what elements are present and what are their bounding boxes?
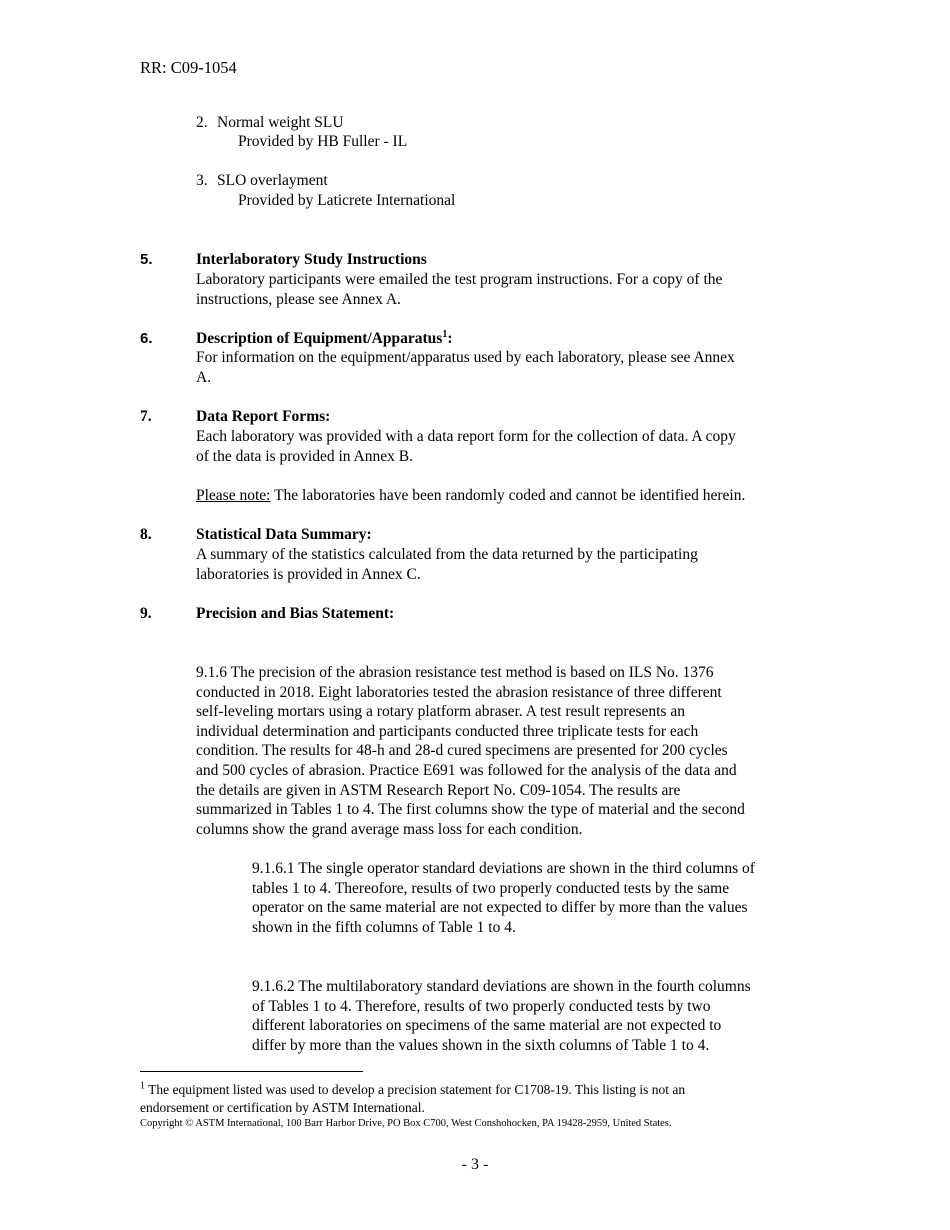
- paragraph-line: 9.1.6.2 The multilaboratory standard deviations are shown in the fourth columns: [252, 978, 751, 995]
- section-8-line: A summary of the statistics calculated from the data returned by the participating: [196, 546, 698, 563]
- paragraph-line: differ by more than the values shown in the sixth columns of Table 1 to 4.: [252, 1036, 710, 1054]
- section-5-title: Interlaboratory Study Instructions: [196, 251, 427, 268]
- copyright-notice: Copyright © ASTM International, 100 Barr Harbor Drive, PO Box C700, West Conshohocken, PA 19428-2959, United States.: [140, 1118, 672, 1129]
- note-text: The laboratories have been randomly coded and cannot be identified herein.: [270, 487, 746, 504]
- section-5-body: [196, 270, 722, 309]
- section-6-number: 6.: [140, 330, 153, 347]
- footnote-line: [140, 1082, 685, 1098]
- paragraph-line: 9.1.6.1 The single operator standard deviations are shown in the third columns of: [252, 860, 755, 877]
- material-3-number: 3.: [196, 172, 208, 189]
- footnote-line: endorsement or certification by ASTM International.: [140, 1100, 425, 1115]
- paragraph-line: summarized in Tables 1 to 4. The first columns show the type of material and the second: [196, 801, 745, 819]
- paragraph-9-1-6-1: [252, 859, 755, 937]
- section-5-line: Laboratory participants were emailed the test program instructions. For a copy of the: [196, 271, 723, 288]
- paragraph-line: condition. The results for 48-h and 28-d cured specimens are presented for 200 cycles: [196, 742, 728, 760]
- material-3-provider: Provided by Laticrete International: [238, 192, 456, 209]
- section-6-line: A.: [196, 368, 212, 386]
- section-5-number: 5.: [140, 251, 153, 268]
- section-8-number: 8.: [140, 526, 152, 543]
- paragraph-9-1-6: [196, 663, 745, 839]
- section-6-heading: [196, 329, 452, 349]
- footnote-text: The equipment listed was used to develop a precision statement for C1708-19. This listing is not an: [145, 1082, 686, 1097]
- paragraph-line: self-leveling mortars using a rotary platform abraser. A test result represents an: [196, 703, 685, 721]
- section-5-line: instructions, please see Annex A.: [196, 290, 401, 308]
- paragraph-line: columns show the grand average mass loss for each condition.: [196, 820, 583, 838]
- paragraph-line: tables 1 to 4. Thereofore, results of two properly conducted tests by the same: [252, 879, 730, 897]
- section-6-title-suffix: :: [447, 330, 453, 347]
- section-6-body: [196, 348, 735, 387]
- paragraph-line: individual determination and participants conducted three triplicate tests for each: [196, 722, 699, 740]
- report-id: RR: C09-1054: [140, 58, 237, 77]
- paragraph-9-1-6-2: [252, 977, 751, 1055]
- section-7-line: Each laboratory was provided with a data report form for the collection of data. A copy: [196, 428, 736, 445]
- section-7-title: Data Report Forms:: [196, 408, 331, 425]
- section-9-number: 9.: [140, 605, 152, 622]
- section-6-line: For information on the equipment/apparatus used by each laboratory, please see Annex: [196, 349, 735, 366]
- section-9-title: Precision and Bias Statement:: [196, 605, 395, 622]
- section-8-title: Statistical Data Summary:: [196, 526, 372, 543]
- section-7-note: [196, 486, 745, 506]
- section-7-body: [196, 427, 736, 466]
- section-7-number: 7.: [140, 408, 152, 425]
- paragraph-line: operator on the same material are not expected to differ by more than the values: [252, 899, 748, 917]
- footnote-marker: 1: [140, 1080, 145, 1092]
- material-2-provider: Provided by HB Fuller - IL: [238, 133, 408, 150]
- note-label: Please note:: [196, 487, 271, 504]
- paragraph-line: and 500 cycles of abrasion. Practice E691 was followed for the analysis of the data and: [196, 761, 737, 779]
- paragraph-line: shown in the fifth columns of Table 1 to 4.: [252, 918, 516, 936]
- paragraph-line: 9.1.6 The precision of the abrasion resistance test method is based on ILS No. 1376: [196, 664, 714, 681]
- material-2-name: Normal weight SLU: [217, 114, 344, 131]
- section-7-line: of the data is provided in Annex B.: [196, 447, 413, 465]
- section-8-line: laboratories is provided in Annex C.: [196, 565, 421, 583]
- material-2-number: 2.: [196, 114, 208, 131]
- paragraph-line: of Tables 1 to 4. Therefore, results of two properly conducted tests by two: [252, 997, 711, 1015]
- footnote-ref: 1: [442, 328, 448, 340]
- footnote-divider: [140, 1071, 363, 1072]
- material-3-name: SLO overlayment: [217, 172, 328, 189]
- section-8-body: [196, 545, 698, 584]
- paragraph-line: the details are given in ASTM Research Report No. C09-1054. The results are: [196, 781, 681, 799]
- page-number: - 3 -: [461, 1156, 489, 1173]
- paragraph-line: different laboratories on specimens of the same material are not expected to: [252, 1017, 722, 1035]
- paragraph-line: conducted in 2018. Eight laboratories tested the abrasion resistance of three different: [196, 683, 722, 701]
- section-6-title: Description of Equipment/Apparatus: [196, 330, 443, 347]
